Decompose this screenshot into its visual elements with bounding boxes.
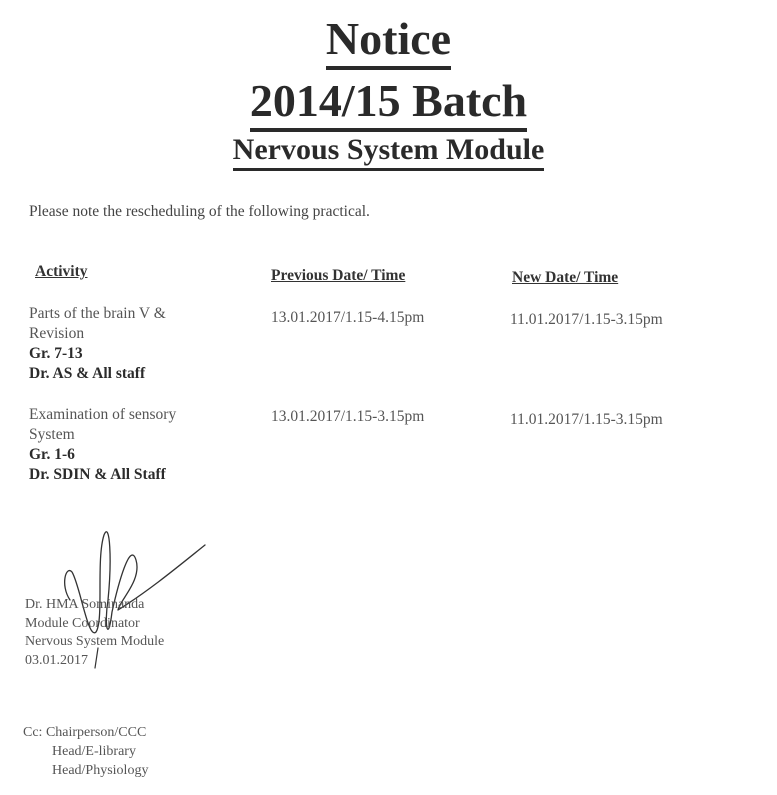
signature-block xyxy=(25,596,164,670)
intro-text: Please note the rescheduling of the following practical. xyxy=(29,203,370,220)
table-row-1-previous: 13.01.2017/1.15-4.15pm xyxy=(271,309,425,326)
activity-line: Revision xyxy=(29,325,85,342)
group-label: Gr. 7-13 xyxy=(29,345,83,362)
cc-recipient: Chairperson/CCC xyxy=(45,725,147,740)
col-header-new: New Date/ Time xyxy=(512,269,619,286)
col-header-activity: Activity xyxy=(35,263,88,280)
col-header-previous: Previous Date/ Time xyxy=(271,267,406,284)
signatory-module: Nervous System Module xyxy=(25,634,165,649)
activity-line: Examination of sensory xyxy=(29,406,177,423)
activity-line: System xyxy=(29,426,75,443)
table-row-2-previous: 13.01.2017/1.15-3.15pm xyxy=(271,408,425,425)
signatory-date: 03.01.2017 xyxy=(25,652,88,668)
cc-block xyxy=(23,723,148,780)
group-label: Gr. 1-6 xyxy=(29,446,75,463)
cc-recipient: Head/Physiology xyxy=(52,763,149,778)
cc-label: Cc: xyxy=(23,725,43,740)
batch-heading-text: 2014/15 Batch xyxy=(250,74,527,132)
staff-label: Dr. AS & All staff xyxy=(29,365,146,382)
cc-recipient: Head/E-library xyxy=(52,744,136,759)
signatory-role: Module Coordinator xyxy=(25,615,140,631)
table-row-1-new: 11.01.2017/1.15-3.15pm xyxy=(510,311,663,328)
activity-line: Parts of the brain V & xyxy=(29,305,166,322)
table-row-2-new: 11.01.2017/1.15-3.15pm xyxy=(510,411,663,428)
module-heading-text: Nervous System Module xyxy=(233,132,545,171)
signatory-name: Dr. HMA Sominanda xyxy=(25,597,145,612)
notice-title-text: Notice xyxy=(326,12,451,70)
staff-label: Dr. SDIN & All Staff xyxy=(29,466,166,483)
